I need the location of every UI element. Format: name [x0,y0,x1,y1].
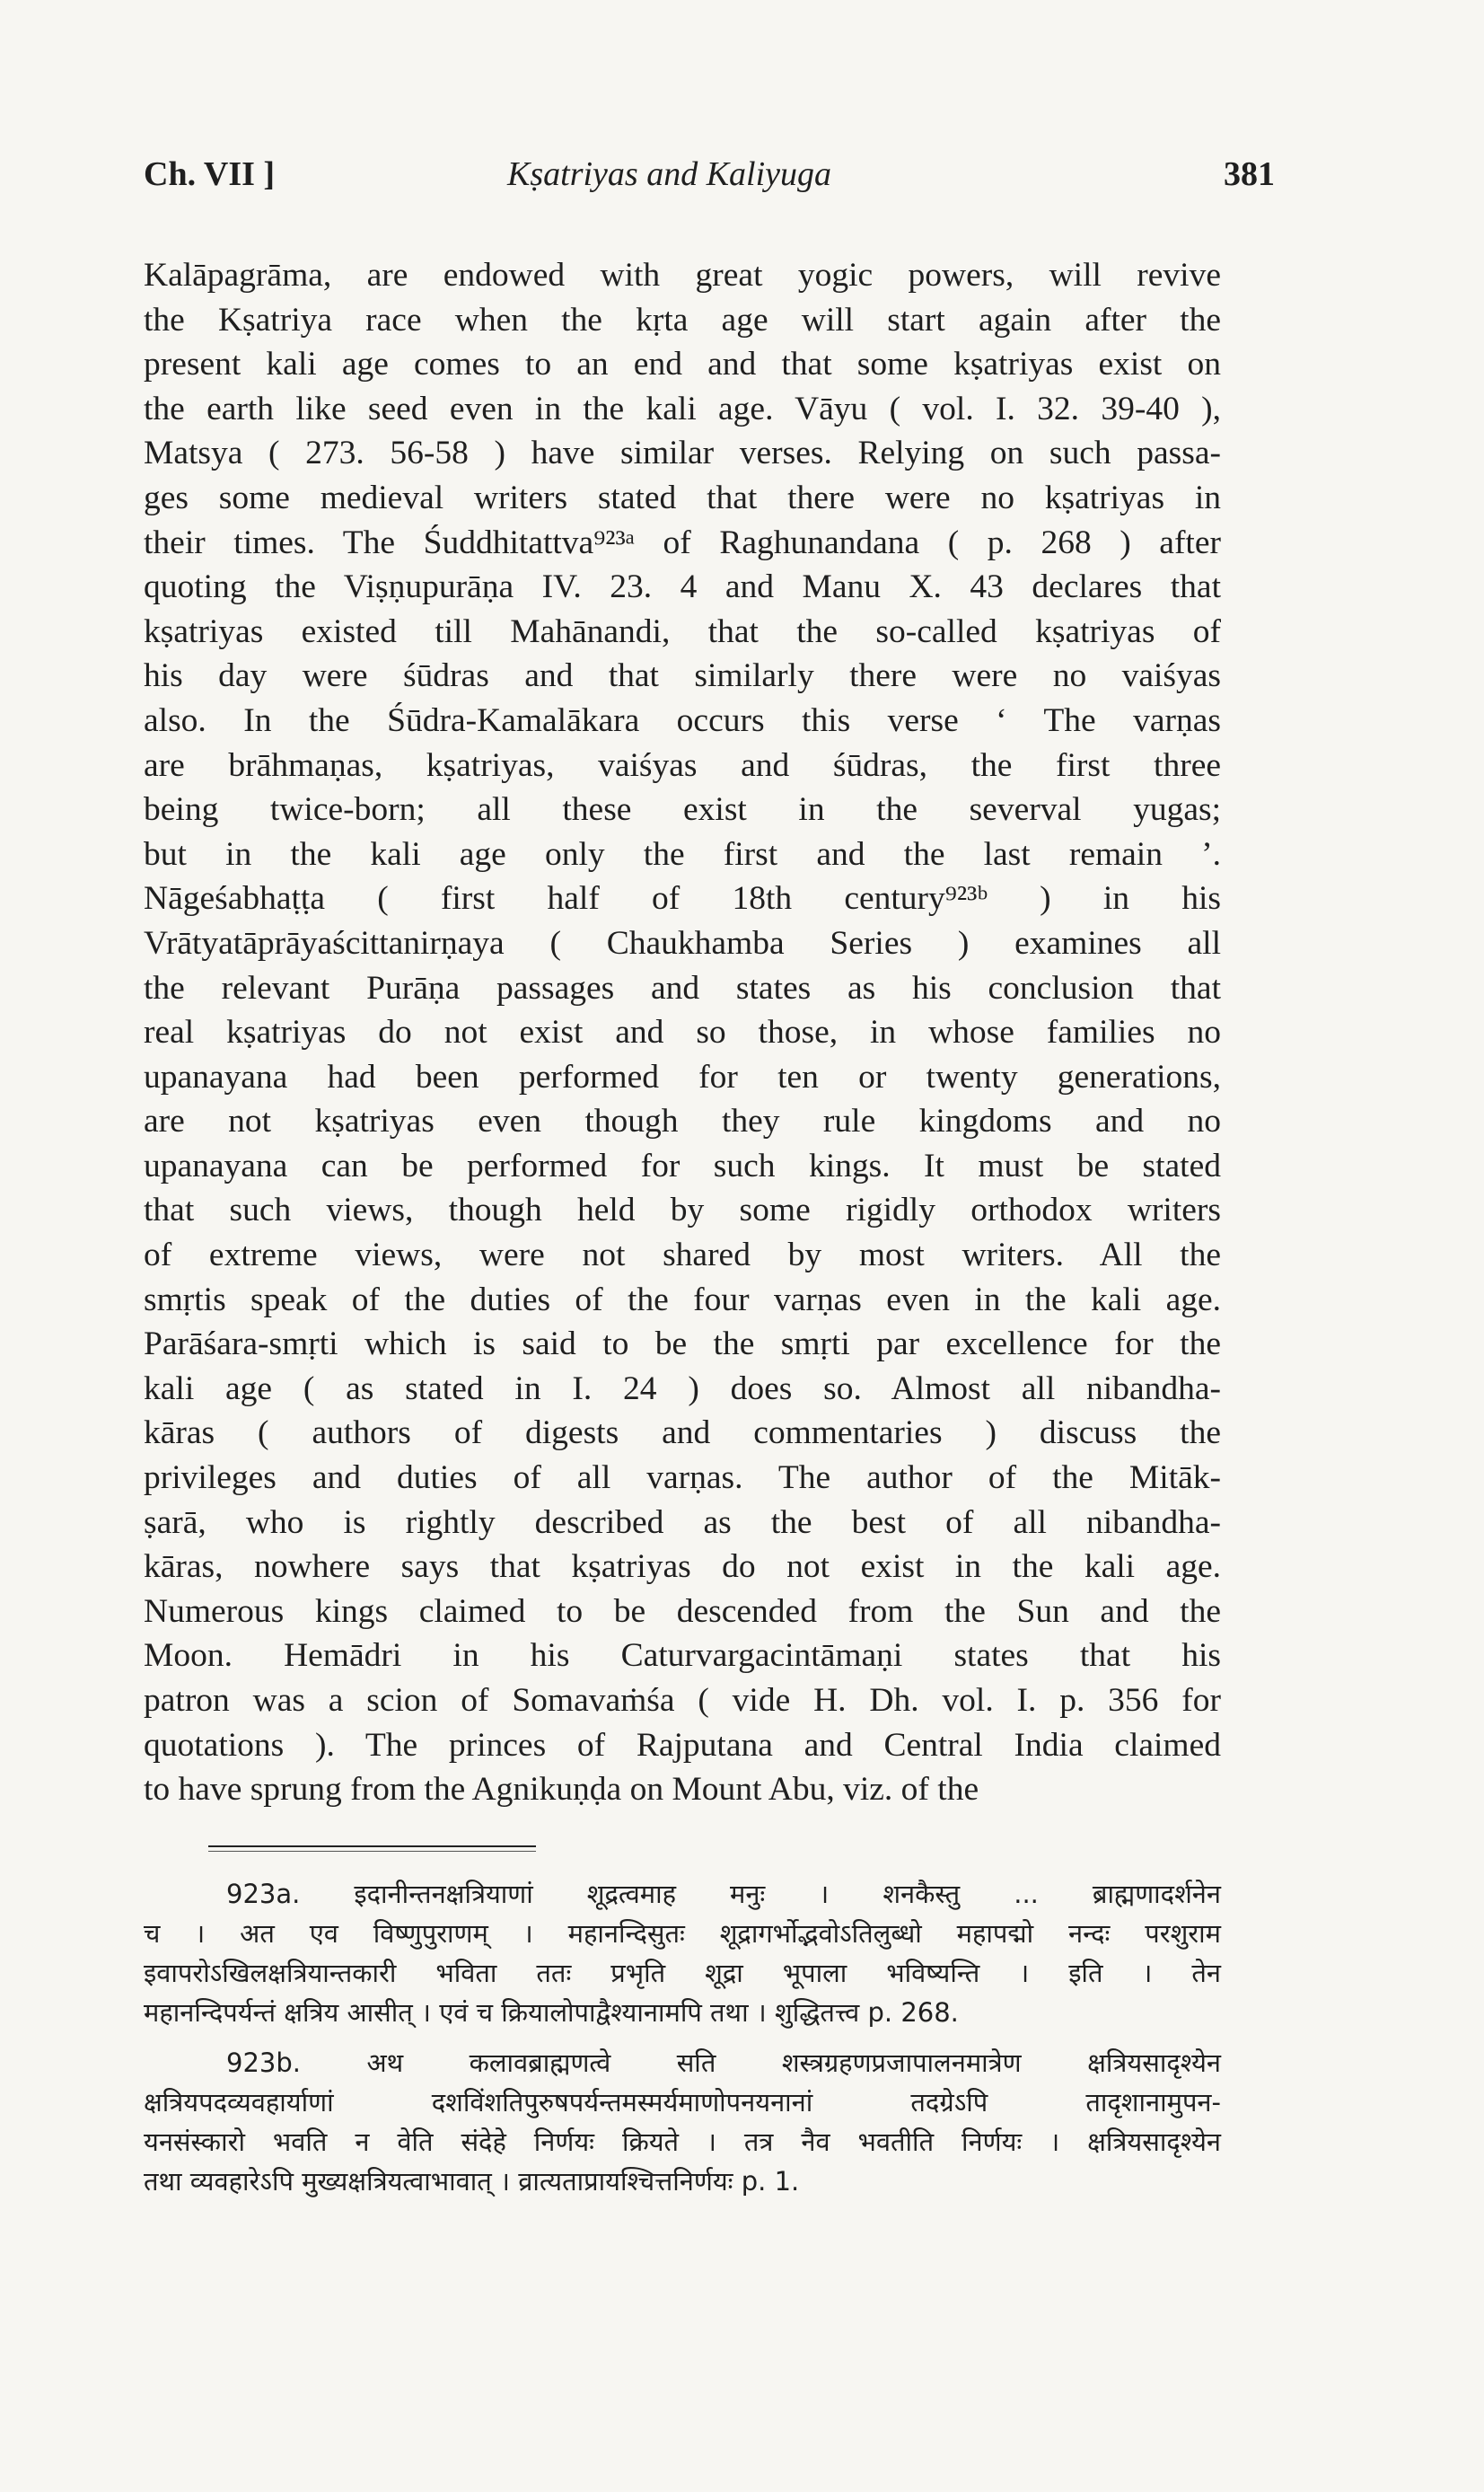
footnote-line: 923a. इदानीन्तनक्षत्रियाणां शूद्रत्वमाह मनुः । शनकैस्तु ... ब्राह्मणादर्शनेन [226,1879,1221,1909]
text-line: kṣatriyas existed till Mahānandi, that the so-called kṣatriyas of [144,612,1221,650]
running-title: Kṣatriyas and Kaliyuga [507,155,832,193]
text-line: kāras, nowhere says that kṣatriyas do not exist in the kali age. [144,1548,1221,1586]
footnote-line: 923b. अथ कलावब्राह्मणत्वे सति शस्त्रग्रहणप्रजापालनमात्रेण क्षत्रियसादृश्येन [226,2047,1221,2078]
text-line: quoting the Viṣṇupurāṇa IV. 23. 4 and Manu X. 43 declares that [144,568,1221,606]
text-line: patron was a scion of Somavaṁśa ( vide H. Dh. vol. I. p. 356 for [144,1682,1221,1719]
footnote-line: यनसंस्कारो भवति न वेति संदेहे निर्णयः क्रियते । तत्र नैव भवतीति निर्णयः । क्षत्रियसादृश्येन [144,2127,1221,2157]
text-line: are not kṣatriyas even though they rule kingdoms and no [144,1103,1221,1140]
text-line: kali age ( as stated in I. 24 ) does so. Almost all nibandha- [144,1369,1221,1407]
footnotes [144,1874,1221,2212]
text-line: the relevant Purāṇa passages and states as his conclusion that [144,969,1221,1007]
footnote-923b [144,2043,1221,2201]
text-line: his day were śūdras and that similarly there were no vaiśyas [144,657,1221,695]
text-line: are brāhmaṇas, kṣatriyas, vaiśyas and śūdras, the first three [144,746,1221,784]
footnote-line: तथा व्यवहारेऽपि मुख्यक्षत्रियत्वाभावात् । व्रात्यताप्रायश्चित्तनिर्णयः p. 1. [144,2166,800,2197]
text-line: upanayana had been performed for ten or twenty generations, [144,1058,1221,1096]
text-line: Moon. Hemādri in his Caturvargacintāmaṇi states that his [144,1637,1221,1675]
text-line: but in the kali age only the first and the last remain ’. [144,835,1221,873]
text-line: privileges and duties of all varṇas. The author of the Mitāk- [144,1459,1221,1497]
text-line: Matsya ( 273. 56-58 ) have similar verses. Relying on such passa- [144,435,1221,472]
text-line: the earth like seed even in the kali age. Vāyu ( vol. I. 32. 39-40 ), [144,390,1221,427]
text-line: Kalāpagrāma, are endowed with great yogic powers, will revive [144,257,1221,294]
text-line: ges some medieval writers stated that there were no kṣatriyas in [144,479,1221,516]
text-line: being twice-born; all these exist in the severval yugas; [144,791,1221,829]
footnote-923a [144,1874,1221,2032]
footnote-line: क्षत्रियपदव्यवहार्याणां दशविंशतिपुरुषपर्यन्तमस्मर्यमाणोपनयनानां तदग्रेऽपि तादृशानामुपन- [144,2087,1221,2118]
text-line: that such views, though held by some rigidly orthodox writers [144,1192,1221,1229]
main-text [144,253,1221,1812]
text-line: the Kṣatriya race when the kṛta age will start again after the [144,301,1221,339]
footnote-rule-thin [208,1851,536,1852]
text-line: quotations ). The princes of Rajputana and Central India claimed [144,1726,1221,1764]
text-line: also. In the Śūdra-Kamalākara occurs this verse ‘ The varṇas [144,701,1221,739]
text-line: kāras ( authors of digests and commentaries ) discuss the [144,1414,1221,1452]
footnote-line: च । अत एव विष्णुपुराणम् । महानन्दिसुतः शूद्रागर्भोद्भवोऽतिलुब्धो महापद्मो नन्दः परशुराम [144,1918,1221,1949]
text-line: to have sprung from the Agnikuṇḍa on Mount Abu, viz. of the [144,1771,979,1809]
text-line: of extreme views, were not shared by most writers. All the [144,1237,1221,1274]
text-line: ṣarā, who is rightly described as the best of all nibandha- [144,1503,1221,1541]
text-line: Nāgeśabhaṭṭa ( first half of 18th century⁹²³ᵇ ) in his [144,880,1221,918]
footnote-line: इवापरोऽखिलक्षत्रियान्तकारी भविता ततः प्रभृति शूद्रा भूपाला भविष्यन्ति । इति । तेन [144,1958,1221,1988]
text-line: Parāśara-smṛti which is said to be the smṛti par excellence for the [144,1325,1221,1363]
text-line: real kṣatriyas do not exist and so those, in whose families no [144,1014,1221,1052]
text-line: Vrātyatāprāyaścittanirṇaya ( Chaukhamba Series ) examines all [144,924,1221,962]
text-line: Numerous kings claimed to be descended from the Sun and the [144,1592,1221,1630]
footnote-line: महानन्दिपर्यन्तं क्षत्रिय आसीत् । एवं च क्रियालोपाद्वैश्यानामपि तथा । शुद्धितत्त्व p. 268. [144,1997,959,2028]
text-line: upanayana can be performed for such kings. It must be stated [144,1147,1221,1184]
running-head [144,154,1275,208]
text-line: present kali age comes to an end and that some kṣatriyas exist on [144,346,1221,383]
footnote-rule [208,1845,536,1847]
text-line: smṛtis speak of the duties of the four varṇas even in the kali age. [144,1281,1221,1318]
text-line: their times. The Śuddhitattva⁹²³ᵃ of Raghunandana ( p. 268 ) after [144,524,1221,561]
chapter-label: Ch. VII ] [144,155,276,193]
page-number: 381 [1224,155,1275,193]
